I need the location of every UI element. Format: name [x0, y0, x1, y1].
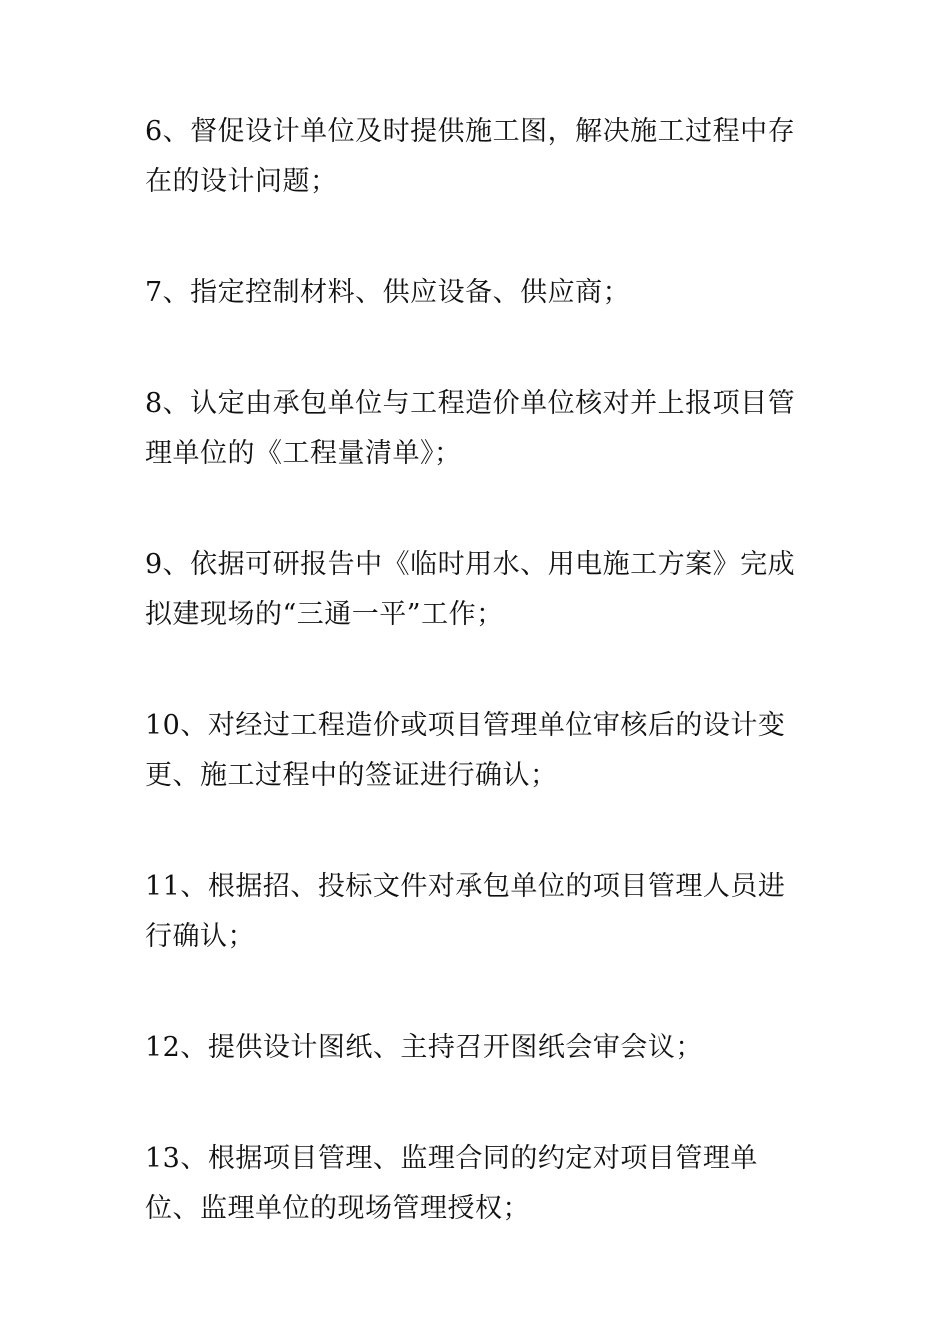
document-body — [145, 107, 810, 1295]
paragraph-item-7: 7、指定控制材料、供应设备、供应商； — [145, 277, 631, 308]
paragraph-item-12: 12、提供设计图纸、主持召开图纸会审会议； — [145, 1032, 703, 1063]
paragraph-item-8: 8、认定由承包单位与工程造价单位核对并上报项目管理单位的《工程量清单》； — [145, 388, 796, 469]
paragraph-item-11: 11、根据招、投标文件对承包单位的项目管理人员进行确认； — [145, 871, 786, 952]
paragraph-item-13: 13、根据项目管理、监理合同的约定对项目管理单位、监理单位的现场管理授权； — [145, 1143, 758, 1224]
paragraph-item-6: 6、督促设计单位及时提供施工图，解决施工过程中存在的设计问题； — [145, 116, 796, 197]
paragraph-item-9: 9、依据可研报告中《临时用水、用电施工方案》完成拟建现场的“三通一平”工作； — [145, 549, 796, 630]
paragraph-item-10: 10、对经过工程造价或项目管理单位审核后的设计变更、施工过程中的签证进行确认； — [145, 710, 786, 791]
